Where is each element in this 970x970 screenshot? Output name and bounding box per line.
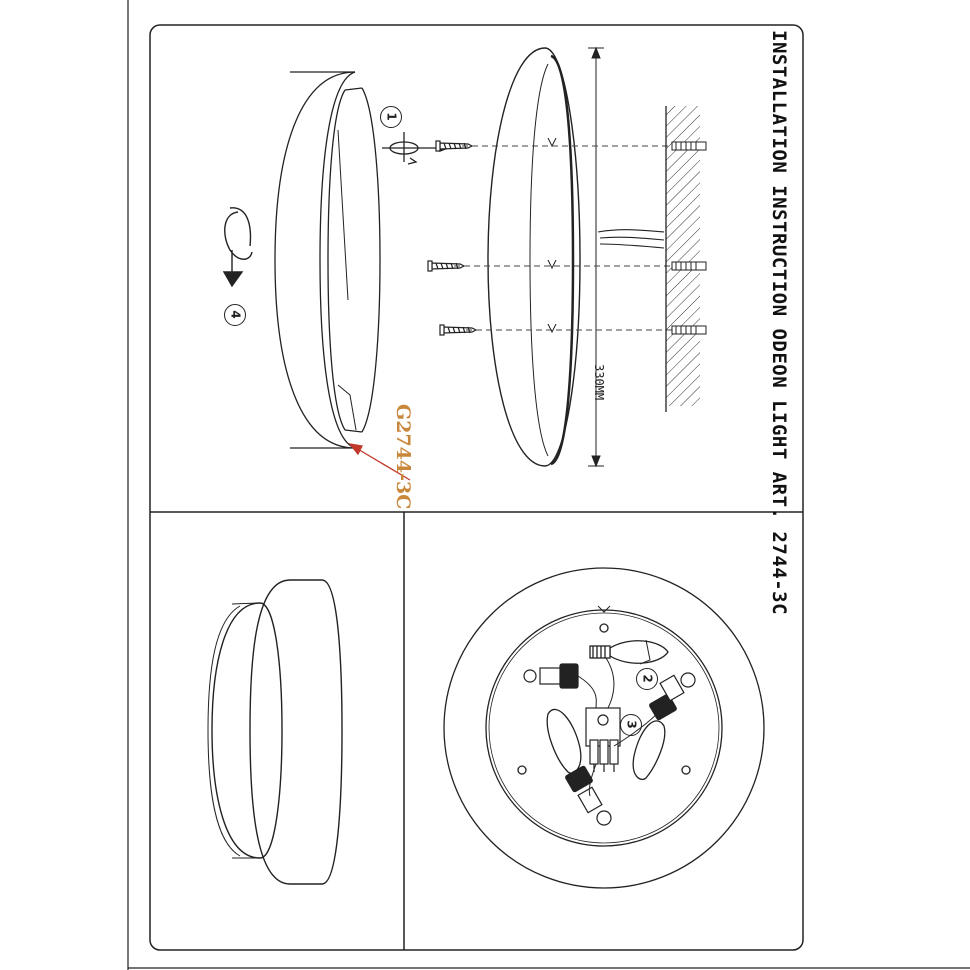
base-plate-side-view — [488, 48, 580, 466]
dimension-line — [588, 48, 604, 466]
panel-frame — [150, 25, 803, 950]
pointer-arrow-icon — [640, 640, 650, 664]
rotate-arrow-icon — [224, 208, 252, 286]
assembled-lamp-view — [208, 580, 342, 884]
step-marker-3: 3 — [620, 714, 642, 736]
lamp-cover-side-view — [275, 72, 380, 448]
wires — [598, 230, 664, 248]
ceiling-wall — [666, 106, 706, 412]
terminal-block — [586, 708, 620, 772]
page-title: INSTALLATION INSTRUCTION ODEON LIGHT ART. 2744-3C — [768, 30, 790, 616]
part-code-label: G2744-3C — [392, 404, 414, 510]
page-border — [128, 0, 970, 970]
step-marker-2: 2 — [636, 668, 658, 690]
dimension-label: 330MM — [592, 364, 606, 401]
step-marker-4: 4 — [224, 304, 246, 326]
screw-icon — [428, 141, 476, 335]
step-marker-1: 1 — [380, 106, 402, 128]
